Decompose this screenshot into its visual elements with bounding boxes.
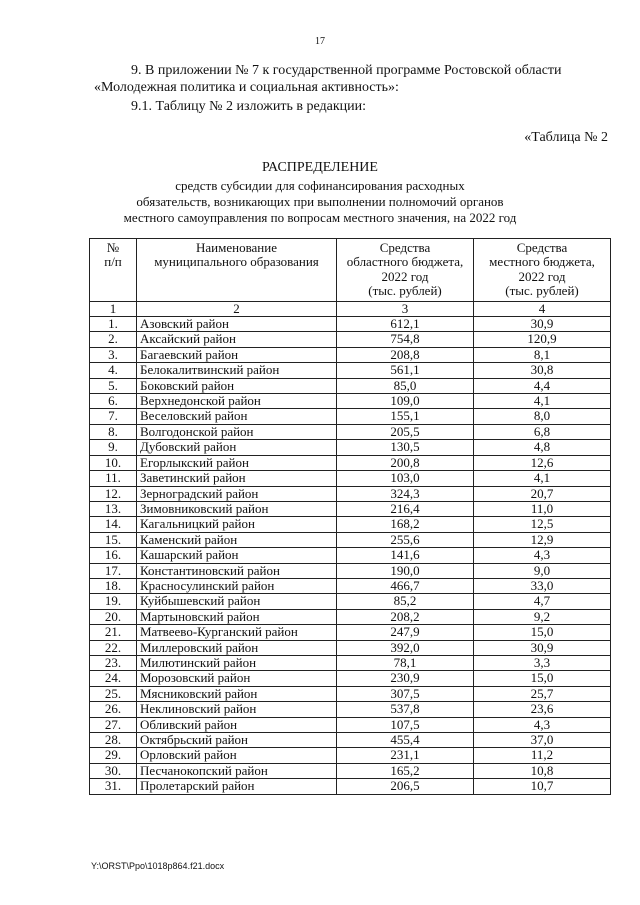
regional-budget-value: 155,1 [337, 409, 474, 424]
row-number: 30. [90, 763, 137, 778]
table-row [90, 486, 611, 501]
row-number: 11. [90, 471, 137, 486]
regional-budget-value: 754,8 [337, 332, 474, 347]
local-budget-value: 15,0 [474, 625, 611, 640]
municipality-name: Обливский район [137, 717, 337, 732]
table-body [90, 301, 611, 794]
table-header-row [90, 239, 611, 302]
table-row [90, 424, 611, 439]
file-path-footer: Y:\ORST\Ppo\1018p864.f21.docx [91, 861, 225, 871]
table-row [90, 548, 611, 563]
local-budget-value: 9,0 [474, 563, 611, 578]
header-line: Средства [379, 240, 431, 255]
table-reference: «Таблица № 2 [524, 130, 608, 145]
regional-budget-value: 255,6 [337, 532, 474, 547]
municipality-name: Куйбышевский район [137, 594, 337, 609]
local-budget-value: 4,8 [474, 440, 611, 455]
row-number: 4. [90, 363, 137, 378]
row-number: 28. [90, 733, 137, 748]
municipality-name: Красносулинский район [137, 578, 337, 593]
table-row [90, 733, 611, 748]
row-number: 16. [90, 548, 137, 563]
regional-budget-value: 231,1 [337, 748, 474, 763]
municipality-name: Аксайский район [137, 332, 337, 347]
municipality-name: Орловский район [137, 748, 337, 763]
local-budget-value: 30,9 [474, 317, 611, 332]
table-row [90, 578, 611, 593]
header-line: Наименование [196, 240, 277, 255]
subtitle-line: обязательств, возникающих при выполнении полномочий органов [136, 194, 504, 209]
municipality-name: Верхнедонской район [137, 394, 337, 409]
municipality-name: Багаевский район [137, 347, 337, 362]
regional-budget-value: 205,5 [337, 424, 474, 439]
local-budget-value: 12,9 [474, 532, 611, 547]
table-row [90, 378, 611, 393]
table-row [90, 702, 611, 717]
page-number: 17 [315, 36, 325, 47]
row-number: 23. [90, 655, 137, 670]
local-budget-value: 11,0 [474, 501, 611, 516]
row-number: 12. [90, 486, 137, 501]
row-number: 19. [90, 594, 137, 609]
paragraph-program-name: «Молодежная политика и социальная активность»: [94, 80, 399, 95]
row-number: 9. [90, 440, 137, 455]
regional-budget-value: 216,4 [337, 501, 474, 516]
row-number: 6. [90, 394, 137, 409]
local-budget-value: 4,3 [474, 548, 611, 563]
local-budget-value: 8,1 [474, 347, 611, 362]
header-line: (тыс. рублей) [368, 283, 442, 299]
row-number: 24. [90, 671, 137, 686]
regional-budget-value: 392,0 [337, 640, 474, 655]
row-number: 13. [90, 501, 137, 516]
local-budget-value: 20,7 [474, 486, 611, 501]
regional-budget-value: 208,8 [337, 347, 474, 362]
municipality-name: Волгодонской район [137, 424, 337, 439]
regional-budget-value: 168,2 [337, 517, 474, 532]
local-budget-value: 10,8 [474, 763, 611, 778]
table-row [90, 363, 611, 378]
local-budget-value: 12,6 [474, 455, 611, 470]
row-number: 14. [90, 517, 137, 532]
municipality-name: Милютинский район [137, 655, 337, 670]
regional-budget-value: 190,0 [337, 563, 474, 578]
row-number: 31. [90, 779, 137, 794]
header-regional-budget [337, 239, 474, 302]
municipality-name: Константиновский район [137, 563, 337, 578]
municipality-name: Кагальницкий район [137, 517, 337, 532]
municipality-name: Веселовский район [137, 409, 337, 424]
regional-budget-value: 200,8 [337, 455, 474, 470]
local-budget-value: 8,0 [474, 409, 611, 424]
local-budget-value: 12,5 [474, 517, 611, 532]
local-budget-value: 10,7 [474, 779, 611, 794]
regional-budget-value: 612,1 [337, 317, 474, 332]
table-row [90, 625, 611, 640]
table-row [90, 501, 611, 516]
local-budget-value: 4,7 [474, 594, 611, 609]
local-budget-value: 9,2 [474, 609, 611, 624]
table-row [90, 517, 611, 532]
table-row [90, 440, 611, 455]
table-row [90, 717, 611, 732]
header-line: (тыс. рублей) [505, 283, 579, 299]
regional-budget-value: 230,9 [337, 671, 474, 686]
header-line: местного бюджета, [489, 254, 595, 270]
regional-budget-value: 130,5 [337, 440, 474, 455]
distribution-table [89, 238, 611, 795]
paragraph-item-9-1: 9.1. Таблицу № 2 изложить в редакции: [131, 99, 366, 114]
table-row [90, 317, 611, 332]
index-cell: 1 [90, 301, 137, 316]
municipality-name: Неклиновский район [137, 702, 337, 717]
local-budget-value: 4,1 [474, 471, 611, 486]
table-row [90, 655, 611, 670]
table-row [90, 332, 611, 347]
document-subtitle [0, 178, 640, 226]
row-number: 5. [90, 378, 137, 393]
table-row [90, 455, 611, 470]
regional-budget-value: 141,6 [337, 548, 474, 563]
header-line: Средства [516, 240, 568, 255]
table-row [90, 532, 611, 547]
table-row [90, 594, 611, 609]
regional-budget-value: 85,2 [337, 594, 474, 609]
regional-budget-value: 537,8 [337, 702, 474, 717]
header-line: 2022 год [381, 268, 429, 284]
table-row [90, 609, 611, 624]
row-number: 25. [90, 686, 137, 701]
regional-budget-value: 206,5 [337, 779, 474, 794]
local-budget-value: 4,3 [474, 717, 611, 732]
municipality-name: Миллеровский район [137, 640, 337, 655]
regional-budget-value: 103,0 [337, 471, 474, 486]
local-budget-value: 25,7 [474, 686, 611, 701]
local-budget-value: 23,6 [474, 702, 611, 717]
row-number: 26. [90, 702, 137, 717]
local-budget-value: 3,3 [474, 655, 611, 670]
municipality-name: Белокалитвинский район [137, 363, 337, 378]
table-row [90, 779, 611, 794]
regional-budget-value: 466,7 [337, 578, 474, 593]
subtitle-line: средств субсидии для софинансирования расходных [175, 178, 465, 193]
regional-budget-value: 324,3 [337, 486, 474, 501]
table-index-row [90, 301, 611, 316]
municipality-name: Дубовский район [137, 440, 337, 455]
row-number: 1. [90, 317, 137, 332]
header-line: областного бюджета, [346, 254, 464, 270]
row-number: 10. [90, 455, 137, 470]
regional-budget-value: 165,2 [337, 763, 474, 778]
paragraph-item-9: 9. В приложении № 7 к государственной программе Ростовской области [131, 63, 562, 78]
table-row [90, 563, 611, 578]
regional-budget-value: 455,4 [337, 733, 474, 748]
row-number: 7. [90, 409, 137, 424]
municipality-name: Егорлыкский район [137, 455, 337, 470]
row-number: 21. [90, 625, 137, 640]
header-number [90, 239, 137, 302]
table-row [90, 347, 611, 362]
document-title: РАСПРЕДЕЛЕНИЕ [262, 160, 378, 175]
row-number: 2. [90, 332, 137, 347]
header-line: п/п [104, 254, 122, 270]
municipality-name: Песчанокопский район [137, 763, 337, 778]
header-municipality [137, 239, 337, 302]
index-cell: 4 [474, 301, 611, 316]
local-budget-value: 4,1 [474, 394, 611, 409]
table-row [90, 471, 611, 486]
local-budget-value: 30,8 [474, 363, 611, 378]
municipality-name: Зерноградский район [137, 486, 337, 501]
local-budget-value: 120,9 [474, 332, 611, 347]
local-budget-value: 33,0 [474, 578, 611, 593]
municipality-name: Боковский район [137, 378, 337, 393]
table-row [90, 748, 611, 763]
regional-budget-value: 107,5 [337, 717, 474, 732]
regional-budget-value: 78,1 [337, 655, 474, 670]
header-local-budget [474, 239, 611, 302]
municipality-name: Мясниковский район [137, 686, 337, 701]
row-number: 3. [90, 347, 137, 362]
local-budget-value: 4,4 [474, 378, 611, 393]
table-row [90, 763, 611, 778]
local-budget-value: 11,2 [474, 748, 611, 763]
local-budget-value: 15,0 [474, 671, 611, 686]
municipality-name: Морозовский район [137, 671, 337, 686]
municipality-name: Кашарский район [137, 548, 337, 563]
municipality-name: Азовский район [137, 317, 337, 332]
subtitle-line: местного самоуправления по вопросам местного значения, на 2022 год [123, 210, 517, 225]
regional-budget-value: 109,0 [337, 394, 474, 409]
municipality-name: Зимовниковский район [137, 501, 337, 516]
row-number: 15. [90, 532, 137, 547]
header-line: муниципального образования [154, 254, 319, 270]
row-number: 20. [90, 609, 137, 624]
table-row [90, 686, 611, 701]
header-line: 2022 год [518, 268, 566, 284]
regional-budget-value: 247,9 [337, 625, 474, 640]
regional-budget-value: 561,1 [337, 363, 474, 378]
index-cell: 3 [337, 301, 474, 316]
row-number: 17. [90, 563, 137, 578]
municipality-name: Октябрьский район [137, 733, 337, 748]
regional-budget-value: 307,5 [337, 686, 474, 701]
regional-budget-value: 85,0 [337, 378, 474, 393]
municipality-name: Заветинский район [137, 471, 337, 486]
row-number: 18. [90, 578, 137, 593]
table-row [90, 640, 611, 655]
municipality-name: Матвеево-Курганский район [137, 625, 337, 640]
header-line: № [106, 240, 120, 255]
municipality-name: Каменский район [137, 532, 337, 547]
row-number: 27. [90, 717, 137, 732]
municipality-name: Пролетарский район [137, 779, 337, 794]
table-row [90, 409, 611, 424]
table-row [90, 671, 611, 686]
row-number: 22. [90, 640, 137, 655]
regional-budget-value: 208,2 [337, 609, 474, 624]
local-budget-value: 6,8 [474, 424, 611, 439]
table-row [90, 394, 611, 409]
row-number: 29. [90, 748, 137, 763]
municipality-name: Мартыновский район [137, 609, 337, 624]
local-budget-value: 37,0 [474, 733, 611, 748]
index-cell: 2 [137, 301, 337, 316]
local-budget-value: 30,9 [474, 640, 611, 655]
row-number: 8. [90, 424, 137, 439]
